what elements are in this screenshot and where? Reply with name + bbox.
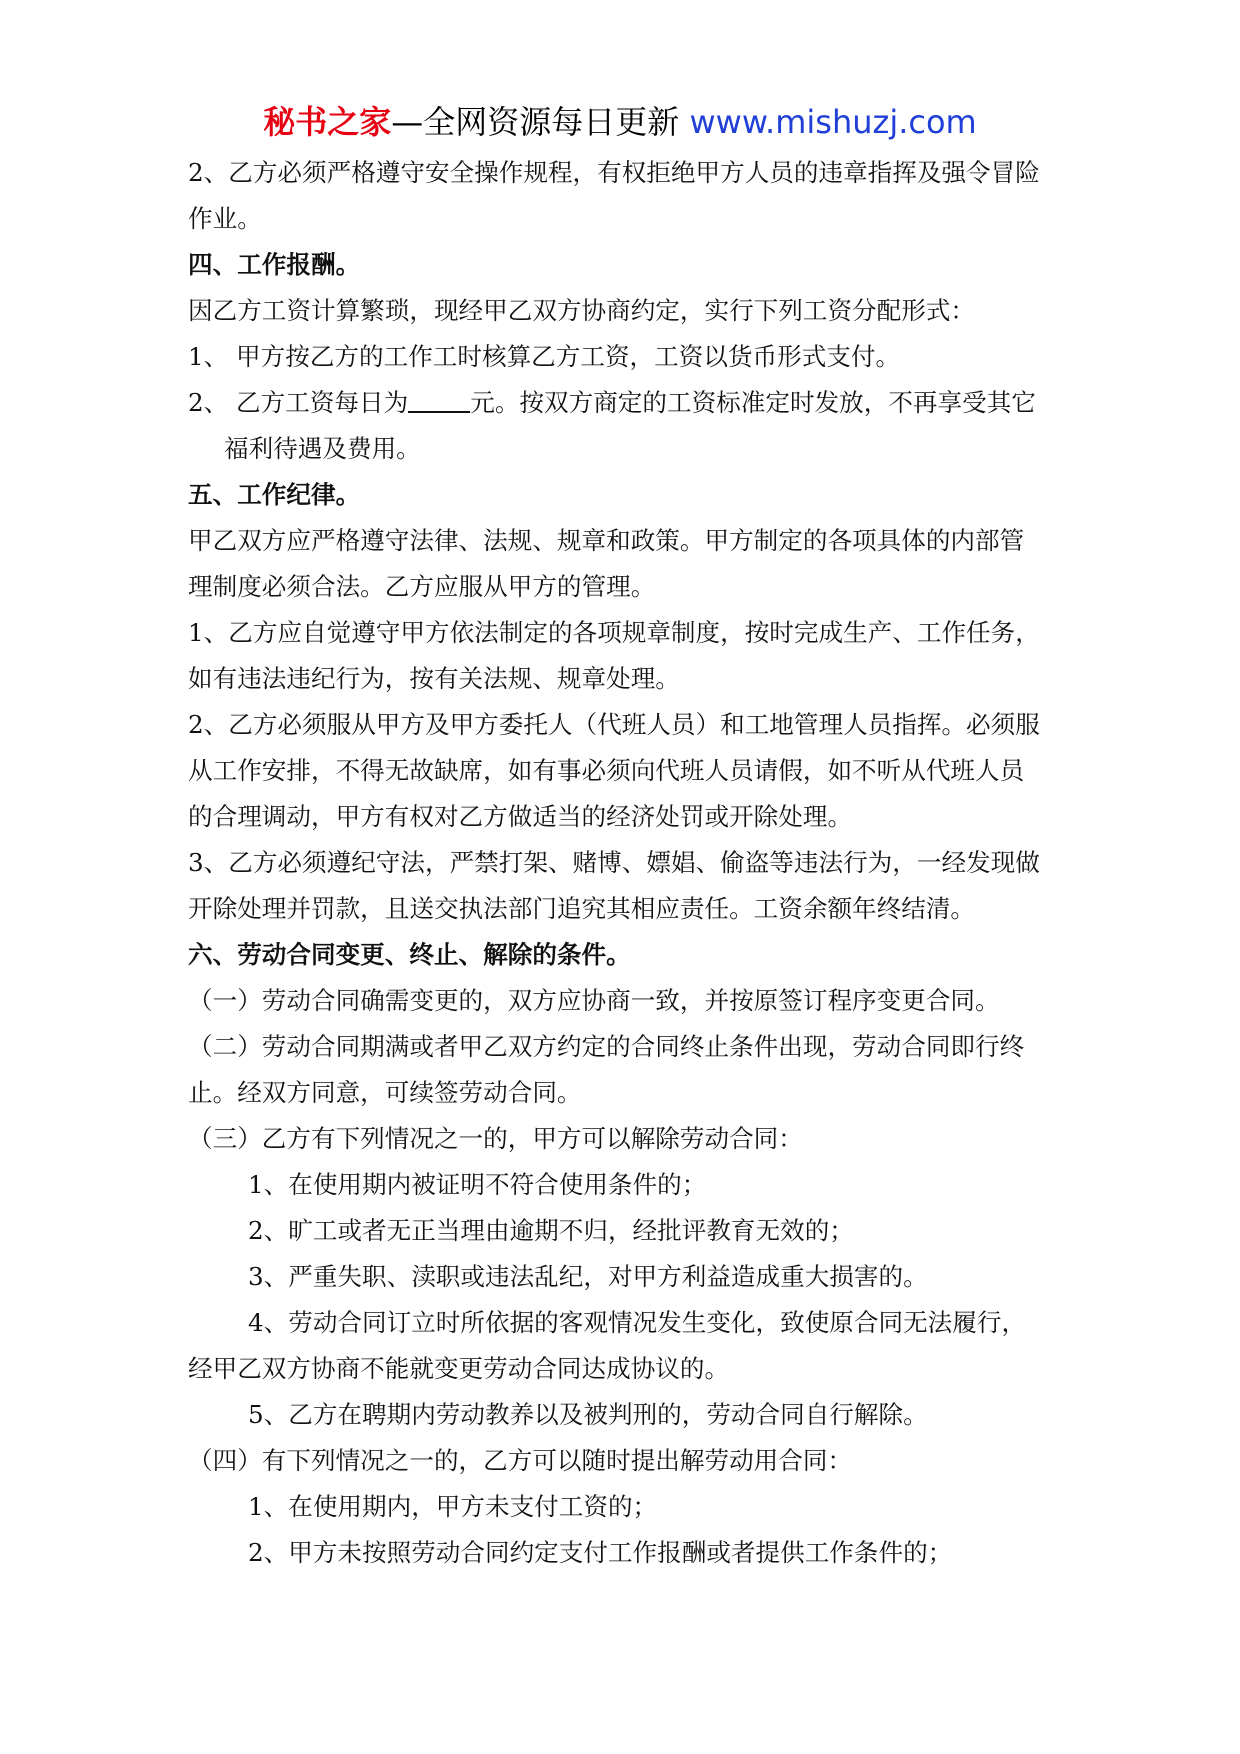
- wage-suffix: 元。按双方商定的工资标准定时发放，不再享受其它: [470, 388, 1036, 417]
- sub-clause-line: 1、在使用期内，甲方未支付工资的；: [248, 1492, 658, 1521]
- sub-clause-line: 2、甲方未按照劳动合同约定支付工作报酬或者提供工作条件的；: [248, 1538, 953, 1567]
- sub-clause-continuation: 经甲乙双方协商不能就变更劳动合同达成协议的。: [188, 1354, 730, 1383]
- paragraph-line: 因乙方工资计算繁琐，现经甲乙双方协商约定，实行下列工资分配形式：: [188, 296, 976, 325]
- clause-line: 1、 甲方按乙方的工作工时核算乙方工资，工资以货币形式支付。: [188, 342, 901, 371]
- clause-line: 作业。: [188, 204, 262, 233]
- document-body: [188, 150, 1058, 1576]
- clause-line: （四）有下列情况之一的，乙方可以随时提出解劳动用合同：: [188, 1446, 853, 1475]
- section-heading-6: 六、劳动合同变更、终止、解除的条件。: [188, 940, 631, 969]
- wage-blank-field[interactable]: [408, 385, 470, 413]
- clause-line-wage: [188, 380, 1058, 426]
- clause-line: 止。经双方同意，可续签劳动合同。: [188, 1078, 582, 1107]
- site-banner: [0, 98, 1240, 146]
- section-heading-5: 五、工作纪律。: [188, 480, 361, 509]
- clause-line: 的合理调动，甲方有权对乙方做适当的经济处罚或开除处理。: [188, 802, 853, 831]
- clause-line: 如有违法违纪行为，按有关法规、规章处理。: [188, 664, 680, 693]
- clause-line: 开除处理并罚款，且送交执法部门追究其相应责任。工资余额年终结清。: [188, 894, 976, 923]
- paragraph-line: 理制度必须合法。乙方应服从甲方的管理。: [188, 572, 656, 601]
- clause-line: 2、乙方必须服从甲方及甲方委托人（代班人员）和工地管理人员指挥。必须服: [188, 710, 1040, 739]
- clause-line: （二）劳动合同期满或者甲乙双方约定的合同终止条件出现，劳动合同即行终: [188, 1032, 1025, 1061]
- slogan: —全网资源每日更新: [391, 103, 690, 141]
- sub-clause-line: 2、旷工或者无正当理由逾期不归，经批评教育无效的；: [248, 1216, 854, 1245]
- sub-clause-line: 3、严重失职、渎职或违法乱纪，对甲方利益造成重大损害的。: [248, 1262, 928, 1291]
- clause-line: （三）乙方有下列情况之一的，甲方可以解除劳动合同：: [188, 1124, 803, 1153]
- paragraph-line: 甲乙双方应严格遵守法律、法规、规章和政策。甲方制定的各项具体的内部管: [188, 526, 1025, 555]
- brand-name: 秘书之家: [263, 103, 392, 141]
- sub-clause-line: 1、在使用期内被证明不符合使用条件的；: [248, 1170, 707, 1199]
- clause-line: 2、乙方必须严格遵守安全操作规程，有权拒绝甲方人员的违章指挥及强令冒险: [188, 158, 1040, 187]
- clause-line: 1、乙方应自觉遵守甲方依法制定的各项规章制度，按时完成生产、工作任务，: [188, 618, 1040, 647]
- wage-prefix: 2、 乙方工资每日为: [188, 388, 409, 417]
- sub-clause-line: 5、乙方在聘期内劳动教养以及被判刑的，劳动合同自行解除。: [248, 1400, 928, 1429]
- section-heading-4: 四、工作报酬。: [188, 250, 361, 279]
- clause-line: 3、乙方必须遵纪守法，严禁打架、赌博、嫖娼、偷盗等违法行为，一经发现做: [188, 848, 1040, 877]
- sub-clause-line: 4、劳动合同订立时所依据的客观情况发生变化，致使原合同无法履行，: [248, 1308, 1027, 1337]
- clause-line: （一）劳动合同确需变更的，双方应协商一致，并按原签订程序变更合同。: [188, 986, 1000, 1015]
- clause-continuation: 福利待遇及费用。: [224, 434, 421, 463]
- site-url[interactable]: www.mishuzj.com: [689, 103, 977, 141]
- clause-line: 从工作安排，不得无故缺席，如有事必须向代班人员请假，如不听从代班人员: [188, 756, 1025, 785]
